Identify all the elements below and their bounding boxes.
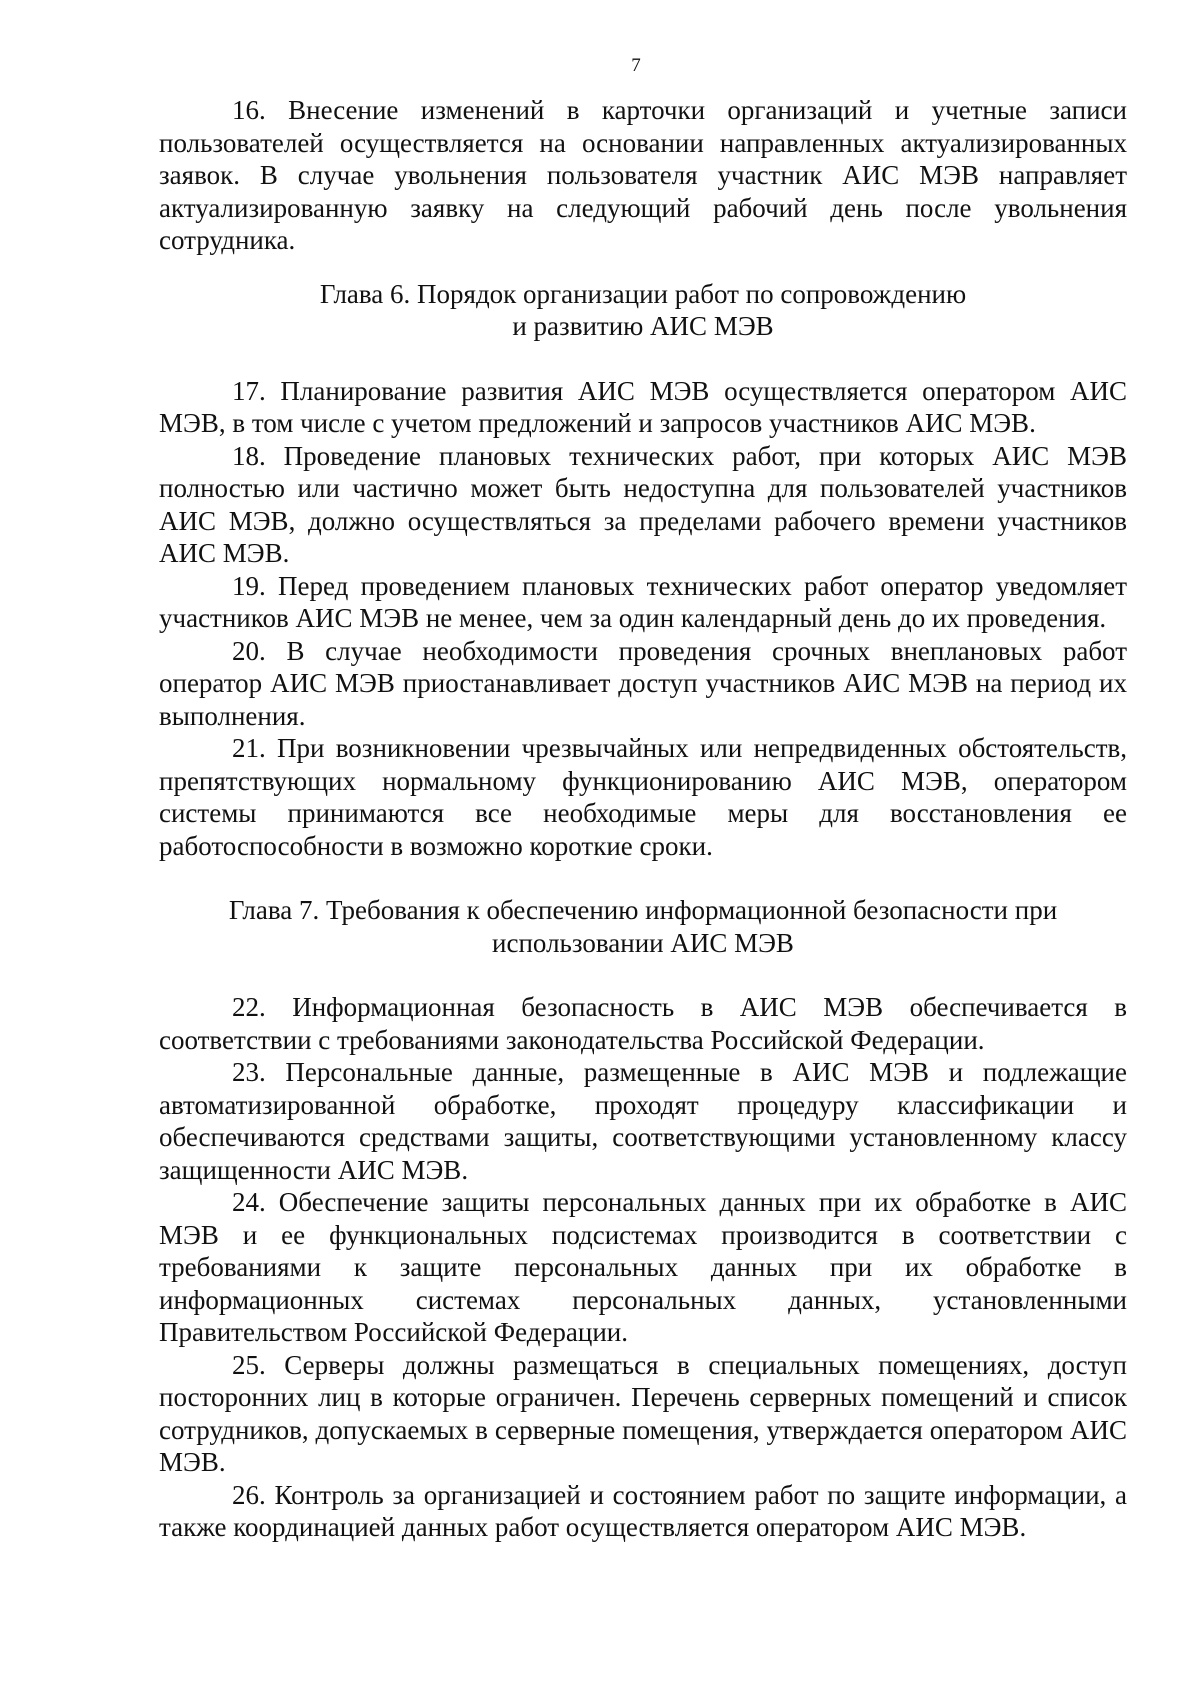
document-body: [159, 94, 1127, 1544]
paragraph-23: 23. Персональные данные, размещенные в АИС МЭВ и подлежащие автоматизированной обработке, проходят процедуру классификации и обеспечиваются средствами защиты, соответствующими установленному классу защищенности АИС МЭВ.: [159, 1057, 1127, 1185]
paragraph-18: 18. Проведение плановых технических работ, при которых АИС МЭВ полностью или частично может быть недоступна для пользователей участников АИС МЭВ, должно осуществляться за пределами рабочего времени участников АИС МЭВ.: [159, 440, 1127, 568]
chapter-6-heading-line-2: и развитию АИС МЭВ: [512, 311, 774, 341]
chapter-7-heading: [159, 894, 1127, 959]
chapter-6-heading-line-1: Глава 6. Порядок организации работ по сопровождению: [319, 278, 967, 309]
paragraph-17: 17. Планирование развития АИС МЭВ осуществляется оператором АИС МЭВ, в том числе с учетом предложений и запросов участников АИС МЭВ.: [159, 375, 1127, 438]
paragraph-20: 20. В случае необходимости проведения срочных внеплановых работ оператор АИС МЭВ приостанавливает доступ участников АИС МЭВ на период их выполнения.: [159, 635, 1127, 731]
paragraph-22: 22. Информационная безопасность в АИС МЭВ обеспечивается в соответствии с требованиями законодательства Российской Федерации.: [159, 992, 1127, 1055]
paragraph-26: 26. Контроль за организацией и состоянием работ по защите информации, а также координацией данных работ осуществляется оператором АИС МЭВ.: [159, 1479, 1127, 1542]
paragraph-24: 24. Обеспечение защиты персональных данных при их обработке в АИС МЭВ и ее функциональных подсистемах производится в соответствии с требованиями к защите персональных данных при их обработке в информационных системах персональных данных, установленными Правительством Российской Федерации.: [159, 1187, 1127, 1347]
chapter-6-heading: [159, 278, 1127, 343]
chapter-7-heading-line-1: Глава 7. Требования к обеспечению информационной безопасности при: [228, 895, 1058, 925]
chapter-7-heading-line-2: использовании АИС МЭВ: [492, 927, 794, 958]
paragraph-16: 16. Внесение изменений в карточки организаций и учетные записи пользователей осуществляется на основании направленных актуализированных заявок. В случае увольнения пользователя участник АИС МЭВ направляет актуализированную заявку на следующий рабочий день после увольнения сотрудника.: [159, 95, 1127, 255]
page-number: 7: [631, 55, 641, 76]
paragraph-25: 25. Серверы должны размещаться в специальных помещениях, доступ посторонних лиц в которые ограничен. Перечень серверных помещений и список сотрудников, допускаемых в серверные помещения, утверждается оператором АИС МЭВ.: [159, 1349, 1127, 1477]
paragraph-19: 19. Перед проведением плановых технических работ оператор уведомляет участников АИС МЭВ не менее, чем за один календарный день до их проведения.: [159, 570, 1127, 633]
paragraph-21: 21. При возникновении чрезвычайных или непредвиденных обстоятельств, препятствующих нормальному функционированию АИС МЭВ, оператором системы принимаются все необходимые меры для восстановления ее работоспособности в возможно короткие сроки.: [159, 733, 1127, 861]
